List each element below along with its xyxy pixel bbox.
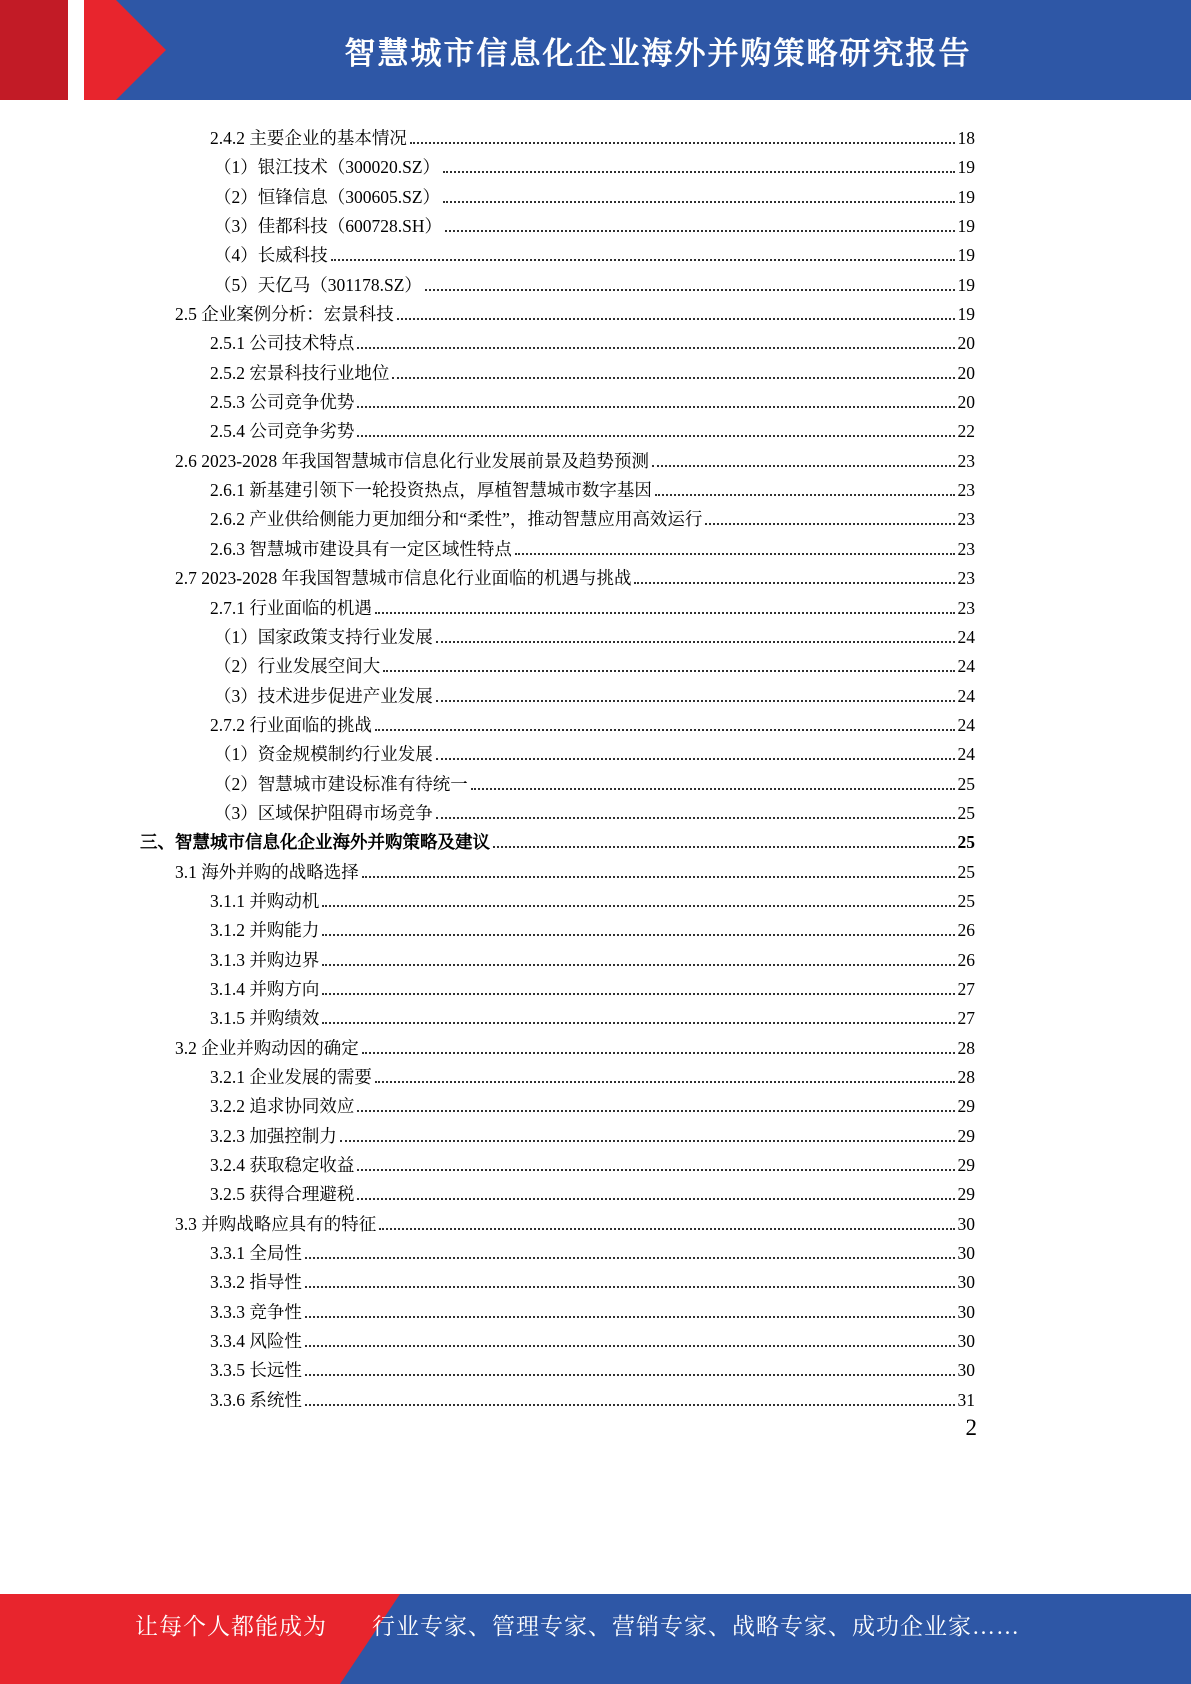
toc-entry-page: 23 xyxy=(957,450,975,471)
toc-entry-page: 23 xyxy=(957,480,975,501)
toc-entry-page: 31 xyxy=(957,1389,975,1410)
toc-entry-label: 3.1.2 并购能力 xyxy=(210,920,320,941)
toc-entry-label: 2.6.1 新基建引领下一轮投资热点，厚植智慧城市数字基因 xyxy=(210,480,652,501)
toc-leader-dots xyxy=(322,905,954,907)
toc-entry-page: 25 xyxy=(957,802,975,823)
toc-entry-page: 28 xyxy=(957,1037,975,1058)
footer-slogan-right: 行业专家、管理专家、营销专家、战略专家、成功企业家…… xyxy=(372,1614,1020,1639)
toc-entry-page: 25 xyxy=(957,773,975,794)
toc-entry-page: 27 xyxy=(957,978,975,999)
toc-entry-page: 27 xyxy=(957,1008,975,1029)
toc-entry[interactable] xyxy=(140,1063,975,1092)
toc-leader-dots xyxy=(362,1052,955,1054)
toc-entry-label: 2.6.3 智慧城市建设具有一定区域性特点 xyxy=(210,538,512,559)
toc-entry-label: 2.7.2 行业面临的挑战 xyxy=(210,714,372,735)
toc-entry-page: 20 xyxy=(957,333,975,354)
toc-leader-dots xyxy=(305,1374,955,1376)
toc-entry-label: 2.6.2 产业供给侧能力更加细分和“柔性”，推动智慧应用高效运行 xyxy=(210,509,703,530)
toc-entry[interactable] xyxy=(140,1210,975,1239)
toc-leader-dots xyxy=(379,1228,954,1230)
toc-entry[interactable] xyxy=(140,241,975,270)
toc-entry[interactable] xyxy=(140,329,975,358)
toc-leader-dots xyxy=(362,876,955,878)
toc-leader-dots xyxy=(443,171,954,173)
red-chevron-arrow-icon xyxy=(0,0,170,100)
toc-entry-label: （2）恒锋信息（300605.SZ） xyxy=(214,186,441,207)
toc-entry-page: 25 xyxy=(957,861,975,882)
toc-leader-dots xyxy=(471,788,955,790)
toc-entry-label: 3.1.3 并购边界 xyxy=(210,949,320,970)
toc-leader-dots xyxy=(436,641,955,643)
toc-leader-dots xyxy=(305,1286,955,1288)
toc-leader-dots xyxy=(322,1022,954,1024)
toc-leader-dots xyxy=(357,347,954,349)
toc-entry[interactable] xyxy=(140,1092,975,1121)
toc-leader-dots xyxy=(305,1404,955,1406)
toc-leader-dots xyxy=(436,758,955,760)
toc-entry[interactable] xyxy=(140,271,975,300)
toc-entry-label: （4）长威科技 xyxy=(214,245,328,266)
toc-leader-dots xyxy=(357,435,954,437)
toc-entry-label: 3.3.6 系统性 xyxy=(210,1389,302,1410)
toc-leader-dots xyxy=(515,553,955,555)
toc-entry-label: （1）国家政策支持行业发展 xyxy=(214,626,433,647)
toc-entry-label: （3）佳都科技（600728.SH） xyxy=(214,216,442,237)
toc-entry-label: （2）行业发展空间大 xyxy=(214,656,381,677)
toc-leader-dots xyxy=(493,846,955,848)
toc-entry-label: （3）技术进步促进产业发展 xyxy=(214,685,433,706)
toc-leader-dots xyxy=(305,1257,955,1259)
toc-entry-page: 23 xyxy=(957,568,975,589)
toc-entry-label: 2.5 企业案例分析：宏景科技 xyxy=(175,304,394,325)
toc-leader-dots xyxy=(436,817,955,819)
toc-entry-page: 30 xyxy=(957,1301,975,1322)
toc-entry[interactable] xyxy=(140,447,975,476)
toc-entry-page: 25 xyxy=(957,890,975,911)
toc-entry[interactable] xyxy=(140,740,975,769)
toc-leader-dots xyxy=(322,934,954,936)
toc-leader-dots xyxy=(375,612,955,614)
toc-entry-label: 3.3 并购战略应具有的特征 xyxy=(175,1213,377,1234)
toc-entry[interactable] xyxy=(140,946,975,975)
toc-entry-page: 28 xyxy=(957,1067,975,1087)
toc-leader-dots xyxy=(305,1316,955,1318)
toc-entry-page: 20 xyxy=(957,362,975,383)
toc-entry-page: 30 xyxy=(957,1360,975,1381)
toc-entry[interactable] xyxy=(140,770,975,799)
toc-entry[interactable] xyxy=(140,858,975,887)
toc-entry[interactable] xyxy=(140,388,975,417)
toc-entry-page: 30 xyxy=(957,1213,975,1234)
toc-entry-page: 19 xyxy=(957,216,975,237)
toc-leader-dots xyxy=(655,494,955,496)
toc-leader-dots xyxy=(357,1110,954,1112)
toc-entry-page: 22 xyxy=(957,421,975,442)
toc-leader-dots xyxy=(340,1140,955,1142)
toc-entry[interactable] xyxy=(140,359,975,388)
report-title: 智慧城市信息化企业海外并购策略研究报告 xyxy=(344,35,972,71)
toc-entry-label: 三、智慧城市信息化企业海外并购策略及建议 xyxy=(140,832,490,853)
toc-entry-label: 3.1.1 并购动机 xyxy=(210,890,320,911)
toc-entry-label: 2.6 2023-2028 年我国智慧城市信息化行业发展前景及趋势预测 xyxy=(175,450,649,471)
toc-entry-label: 3.2.1 企业发展的需要 xyxy=(210,1067,372,1087)
toc-entry-page: 29 xyxy=(957,1125,975,1146)
toc-entry[interactable] xyxy=(140,1268,975,1297)
toc-entry-label: 3.2 企业并购动因的确定 xyxy=(175,1037,359,1058)
toc-entry-label: 3.1.5 并购绩效 xyxy=(210,1008,320,1029)
toc-leader-dots xyxy=(331,259,955,261)
toc-leader-dots xyxy=(397,318,955,320)
toc-entry-label: 3.2.4 获取稳定收益 xyxy=(210,1155,355,1176)
toc-leader-dots xyxy=(652,465,955,467)
page-header-banner xyxy=(0,0,1191,100)
toc-entry[interactable] xyxy=(140,916,975,945)
toc-entry-page: 24 xyxy=(957,744,975,765)
toc-leader-dots xyxy=(425,289,955,291)
toc-entry[interactable] xyxy=(140,505,975,534)
toc-entry-label: 2.5.4 公司竞争劣势 xyxy=(210,421,355,442)
toc-entry[interactable] xyxy=(140,564,975,593)
toc-entry-page: 24 xyxy=(957,714,975,735)
toc-entry-page: 24 xyxy=(957,685,975,706)
toc-list xyxy=(0,100,1191,1415)
toc-entry-label: 3.2.2 追求协同效应 xyxy=(210,1096,355,1117)
toc-leader-dots xyxy=(383,670,954,672)
toc-entry-page: 29 xyxy=(957,1155,975,1176)
page-number: 2 xyxy=(965,1415,977,1440)
toc-entry[interactable] xyxy=(140,711,975,740)
toc-entry-label: 3.3.3 竞争性 xyxy=(210,1301,302,1322)
toc-leader-dots xyxy=(705,523,954,525)
toc-entry[interactable] xyxy=(140,417,975,446)
toc-entry-label: 3.3.5 长远性 xyxy=(210,1360,302,1381)
toc-entry[interactable] xyxy=(140,887,975,916)
toc-entry[interactable] xyxy=(140,682,975,711)
toc-entry-page: 23 xyxy=(957,538,975,559)
toc-entry-page: 23 xyxy=(957,597,975,618)
toc-entry-page: 19 xyxy=(957,157,975,178)
toc-leader-dots xyxy=(634,582,954,584)
toc-entry-page: 20 xyxy=(957,392,975,413)
toc-entry-page: 19 xyxy=(957,274,975,295)
toc-leader-dots xyxy=(357,406,954,408)
toc-entry-label: 3.2.5 获得合理避税 xyxy=(210,1184,355,1205)
toc-entry-page: 19 xyxy=(957,245,975,266)
toc-entry[interactable] xyxy=(140,1034,975,1063)
toc-entry-label: 3.3.4 风险性 xyxy=(210,1331,302,1352)
toc-entry[interactable] xyxy=(140,476,975,505)
toc-leader-dots xyxy=(322,964,954,966)
toc-entry[interactable] xyxy=(140,1151,975,1180)
toc-entry-label: 3.2.3 加强控制力 xyxy=(210,1125,337,1146)
toc-entry-page: 29 xyxy=(957,1096,975,1117)
toc-leader-dots xyxy=(443,201,954,203)
toc-entry-label: （1）银江技术（300020.SZ） xyxy=(214,157,441,178)
footer-slogan-left: 让每个人都能成为 xyxy=(135,1614,327,1639)
toc-entry-label: 2.7.1 行业面临的机遇 xyxy=(210,597,372,618)
toc-leader-dots xyxy=(357,1198,954,1200)
toc-entry-page: 19 xyxy=(957,304,975,325)
toc-leader-dots xyxy=(410,142,955,144)
toc-entry[interactable] xyxy=(140,828,975,857)
toc-entry-page: 25 xyxy=(957,832,975,853)
toc-entry[interactable] xyxy=(140,1356,975,1385)
toc-entry[interactable] xyxy=(140,1239,975,1268)
toc-entry[interactable] xyxy=(140,153,975,182)
toc-entry-label: 2.5.2 宏景科技行业地位 xyxy=(210,362,390,383)
toc-leader-dots xyxy=(357,1169,954,1171)
toc-entry-label: 3.1 海外并购的战略选择 xyxy=(175,861,359,882)
toc-entry-page: 24 xyxy=(957,626,975,647)
toc-entry[interactable] xyxy=(140,1298,975,1327)
toc-entry-label: （2）智慧城市建设标准有待统一 xyxy=(214,773,468,794)
toc-entry-page: 30 xyxy=(957,1272,975,1293)
toc-entry[interactable] xyxy=(140,594,975,623)
toc-leader-dots xyxy=(322,993,954,995)
toc-entry[interactable] xyxy=(140,1180,975,1209)
toc-entry[interactable] xyxy=(140,1004,975,1033)
toc-entry[interactable] xyxy=(140,799,975,828)
toc-leader-dots xyxy=(436,700,955,702)
toc-entry-label: （5）天亿马（301178.SZ） xyxy=(214,274,422,295)
toc-entry-page: 23 xyxy=(957,509,975,530)
toc-entry-label: 2.7 2023-2028 年我国智慧城市信息化行业面临的机遇与挑战 xyxy=(175,568,632,589)
toc-entry[interactable] xyxy=(140,1327,975,1356)
toc-entry[interactable] xyxy=(140,652,975,681)
toc-entry[interactable] xyxy=(140,1386,975,1415)
toc-entry-page: 30 xyxy=(957,1243,975,1264)
toc-entry-label: 2.5.3 公司竞争优势 xyxy=(210,392,355,413)
toc-entry[interactable] xyxy=(140,535,975,564)
toc-entry-label: （3）区域保护阻碍市场竞争 xyxy=(214,802,433,823)
toc-entry-page: 18 xyxy=(957,128,975,148)
toc-entry[interactable] xyxy=(140,975,975,1004)
toc-leader-dots xyxy=(375,729,955,731)
toc-entry[interactable] xyxy=(140,124,975,153)
toc-entry[interactable] xyxy=(140,623,975,652)
toc-entry-page: 26 xyxy=(957,949,975,970)
toc-entry[interactable] xyxy=(140,1122,975,1151)
toc-leader-dots xyxy=(392,377,954,379)
toc-leader-dots xyxy=(445,230,955,232)
page-footer-banner xyxy=(0,1594,1191,1684)
toc-entry-label: （1）资金规模制约行业发展 xyxy=(214,744,433,765)
toc-leader-dots xyxy=(305,1345,955,1347)
toc-entry-label: 2.4.2 主要企业的基本情况 xyxy=(210,128,407,148)
toc-entry[interactable] xyxy=(140,183,975,212)
toc-entry-label: 3.1.4 并购方向 xyxy=(210,978,320,999)
toc-entry-label: 3.3.2 指导性 xyxy=(210,1272,302,1293)
toc-entry-label: 3.3.1 全局性 xyxy=(210,1243,302,1264)
toc-entry[interactable] xyxy=(140,212,975,241)
toc-entry-page: 30 xyxy=(957,1331,975,1352)
toc-entry[interactable] xyxy=(140,300,975,329)
toc-entry-page: 19 xyxy=(957,186,975,207)
toc-entry-label: 2.5.1 公司技术特点 xyxy=(210,333,355,354)
toc-entry-page: 29 xyxy=(957,1184,975,1205)
toc-entry-page: 26 xyxy=(957,920,975,941)
toc-entry-page: 24 xyxy=(957,656,975,677)
toc-leader-dots xyxy=(375,1081,955,1083)
